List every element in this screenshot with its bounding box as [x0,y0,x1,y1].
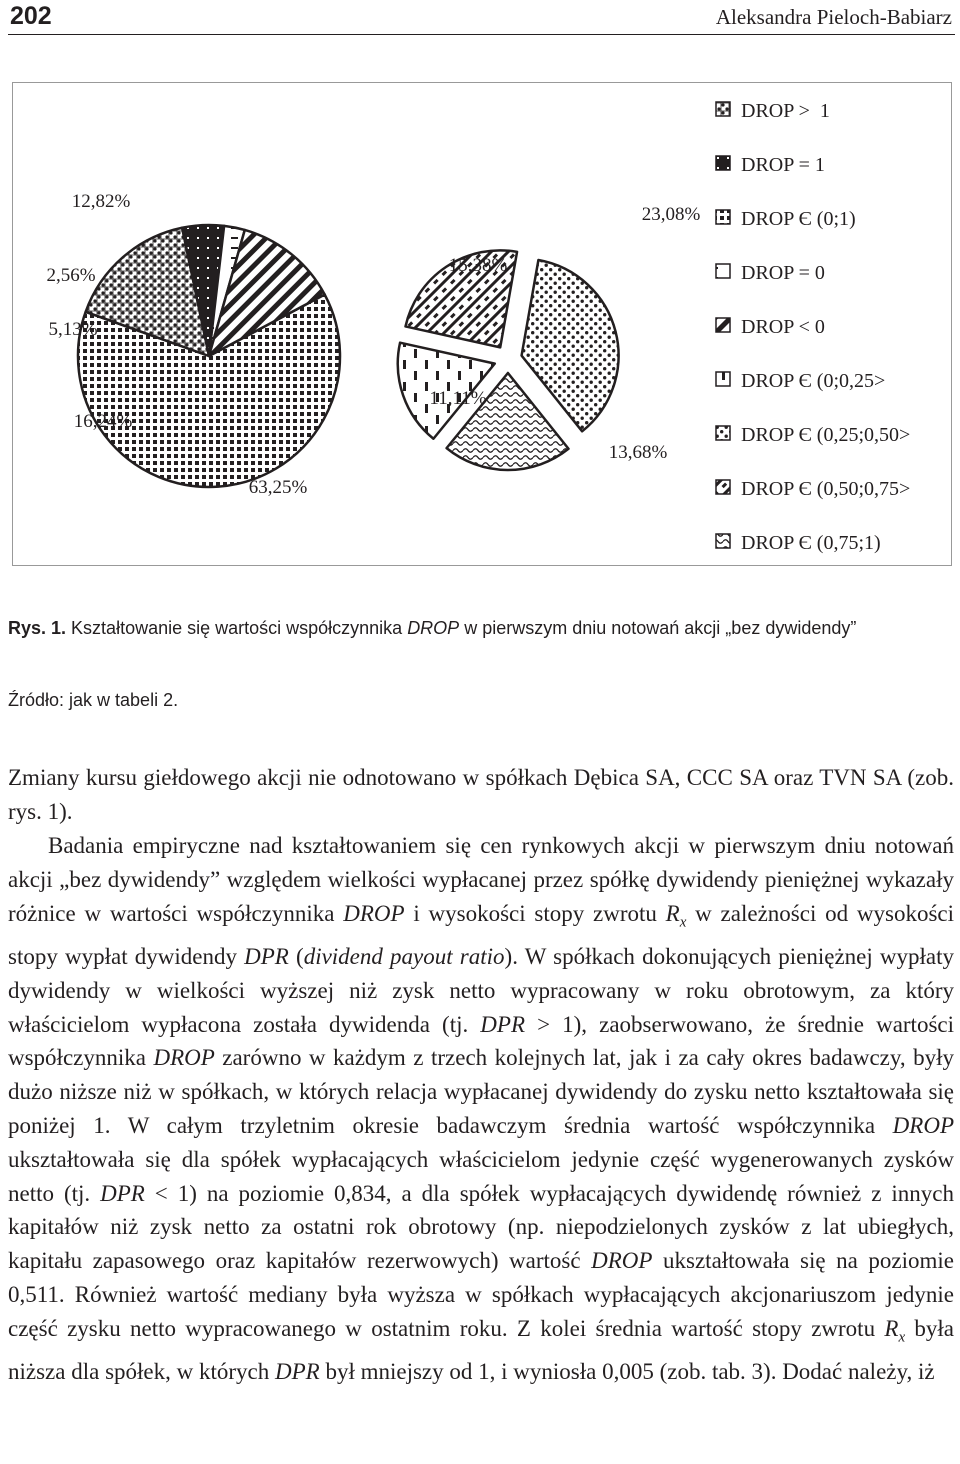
slice-label-drop-0-25-0-50: 23,08% [641,204,701,225]
legend-label-6: DROP Є (0;0,25> [741,370,886,392]
legend-label-7: DROP Є (0,25;0,50> [741,424,911,446]
legend-label-8: DROP Є (0,50;0,75> [741,478,911,500]
p2-text-f: > 1), zaobserwowano, że średnie wartości współczynnika [8,1011,954,1071]
p2-drop-3: DROP [892,1112,954,1138]
p2-text-l: był mniejszy od 1, i wyniosła 0,005 (zob. tab. 3). Dodać należy, iż [319,1359,935,1385]
p2-dpr-3: DPR [100,1180,145,1206]
legend-swatch-8 [716,480,730,494]
legend-swatch-1 [716,102,730,116]
p2-dpr-1: DPR [244,943,289,969]
page-number: 202 [10,2,52,30]
pie-chart-right [398,250,619,470]
figure-box [12,82,952,566]
caption-text-after: w pierwszym dniu notowań akcji „bez dywidendy” [459,618,857,638]
p2-text-e: ). W spółkach dokonujących pieniężnej wypłaty dywidendy w wielkości wyższej niż zysk netto wypracowany w roku obrotowym, za który właścicielom wypłacona została dywidenda (tj. [8,943,955,1037]
slice-label-drop-0-1: 63,25% [248,477,308,498]
p2-text-k: była niższa dla spółek, w których [8,1315,954,1385]
legend-label-1: DROP > 1 [741,100,830,122]
paragraph-1: Zmiany kursu giełdowego akcji nie odnotowano w spółkach Dębica SA, CCC SA oraz TVN SA (zob. rys. 1). [8,765,954,824]
p2-text-j: ukształtowała się na poziomie 0,511. Również wartość mediany była wyższa w spółkach wypłacających akcjonariuszom jedynie część zysku netto wypracowanego w ostatnim roku. Z kolei średnia wartość stopy zwrotu [8,1248,954,1341]
caption-text-before: Kształtowanie się wartości współczynnika [66,618,408,638]
p2-r-1: R [665,900,680,926]
p2-text-i: < 1) na poziomie 0,834, a dla spółek wypłacających dywidendę również z innych kapitałów niż zysk netto za ostatni rok obrotowy (np. niepodzielonych zysków z lat ubiegłych, kapitału zapasowego oraz kapitałów rezerwowych) wartość [8,1180,954,1274]
legend [716,100,910,554]
pie-chart-figure [13,83,951,565]
p2-text-c: w zależności od wysokości stopy wypłat dywidendy [8,900,954,969]
legend-swatch-3 [716,210,730,224]
p2-dpr-4: DPR [274,1359,320,1385]
caption-label: Rys. 1. [8,618,67,638]
legend-label-3: DROP Є (0;1) [741,208,856,230]
running-head-author: Aleksandra Pieloch-Babiarz [715,5,952,29]
slice-label-drop-1: 5,13% [48,319,98,340]
slice-label-drop-0-50-0-75: 15,38% [448,255,508,276]
p2-text-b: i wysokości stopy zwrotu [404,900,666,926]
slice-label-drop-0-75-1: 13,68% [608,442,668,463]
legend-swatch-4 [716,264,730,278]
p2-drop-1: DROP [343,900,405,926]
p2-dpr-full: dividend payout ratio [303,943,505,969]
slice-label-drop-0: 12,82% [71,191,131,212]
p2-drop-2: DROP [153,1045,215,1071]
figure-caption [8,613,948,643]
legend-swatch-5 [716,318,730,332]
p2-x-1: x [679,914,687,931]
pie-slice-drop-0-25-0-50 [522,260,619,431]
figure-source: Źródło: jak w tabeli 2. [8,690,179,710]
legend-label-9: DROP Є (0,75;1) [741,532,881,554]
p2-text-a: Badania empiryczne nad kształtowaniem się cen rynkowych akcji w pierwszym dniu notowań akcji „bez dywidendy” względem wielkości wypłacanej przez spółkę dywidendy pieniężnej wykazały różnice w wartości współczynnika [8,833,954,926]
p2-text-g: zarówno w każdym z trzech kolejnych lat, jak i za cały okres badawczy, były dużo niższe niż w spółkach, w których relacja wypłacanej dywidendy do zysku netto kształtowała się poniżej 1. W całym trzyletnim okresie badawczym średnia wartość współczynnika [8,1045,955,1138]
p2-text-d: ( [288,943,304,969]
p2-drop-4: DROP [591,1248,653,1274]
p2-dpr-2: DPR [480,1011,526,1037]
p2-text-h: ukształtowała się dla spółek wypłacających właścicielom jedynie część wygenerowanych zysków netto (tj. [8,1146,954,1206]
pie-chart-left [78,225,340,487]
legend-swatch-9 [716,534,730,548]
slice-label-drop-1: 16,24% [73,411,133,432]
caption-italic: DROP [407,618,460,638]
p2-r-2: R [884,1315,899,1341]
legend-label-5: DROP < 0 [741,316,825,338]
legend-label-4: DROP = 0 [741,262,825,284]
paragraph-2 [8,829,954,1389]
slice-label-drop-0: 2,56% [46,265,96,286]
legend-swatch-2 [716,156,730,170]
header-rule [8,34,955,35]
legend-swatch-7 [716,426,730,440]
slice-label-drop-0-0-25: 11,11% [429,388,487,409]
legend-label-2: DROP = 1 [741,154,825,176]
p2-x-2: x [898,1329,906,1346]
legend-swatch-6 [716,372,730,386]
